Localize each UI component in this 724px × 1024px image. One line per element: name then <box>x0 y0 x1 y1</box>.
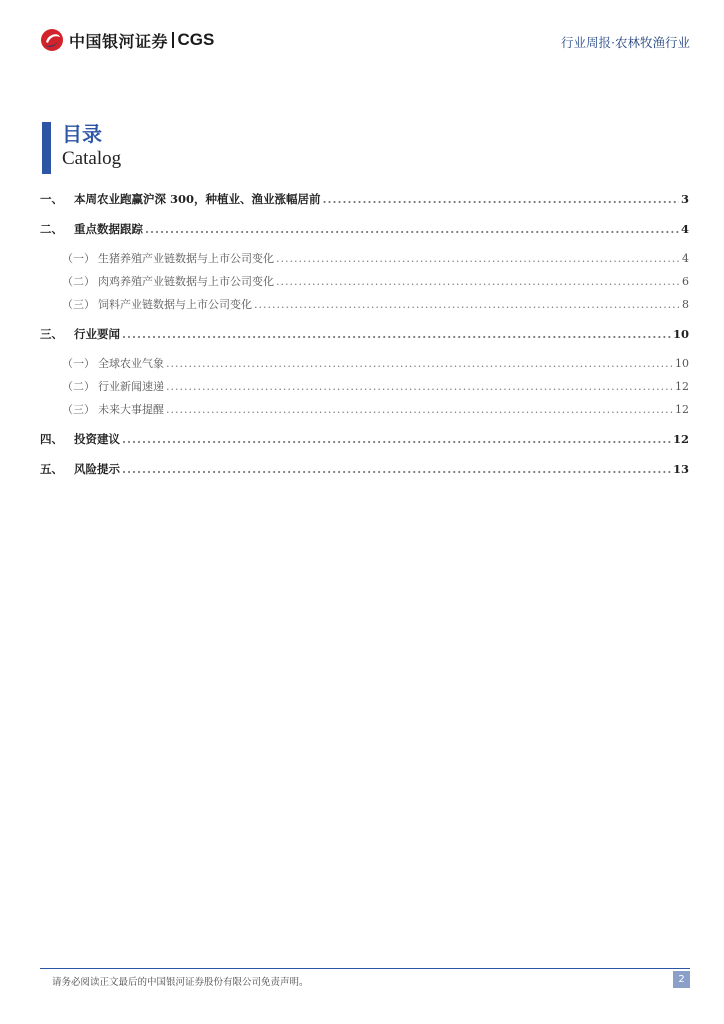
toc-subentry[interactable] <box>40 250 689 268</box>
toc-entry[interactable] <box>40 431 689 449</box>
toc-number: （三） <box>62 298 95 311</box>
toc-label: 本周农业跑赢沪深 300，种植业、渔业涨幅居前 <box>74 192 321 206</box>
heading-accent-bar <box>42 122 51 174</box>
toc-number: （二） <box>62 275 95 288</box>
toc-label: 重点数据跟踪 <box>74 222 143 236</box>
company-logo <box>40 28 214 52</box>
toc-subentry[interactable] <box>40 296 689 314</box>
brand-name-cn: 中国银河证券 <box>69 31 169 51</box>
toc-label: 未来大事提醒 <box>98 403 164 416</box>
toc-number: 三、 <box>40 327 63 341</box>
toc-subentry[interactable] <box>40 273 689 291</box>
toc-subentry[interactable] <box>40 401 689 419</box>
toc-label: 生猪养殖产业链数据与上市公司变化 <box>98 252 274 265</box>
toc-label: 全球农业气象 <box>98 357 164 370</box>
toc-number: （二） <box>62 380 95 393</box>
toc-leader <box>276 252 680 265</box>
toc-leader <box>145 222 679 236</box>
toc-leader <box>276 275 680 288</box>
catalog-title-cn: 目录 <box>62 122 102 146</box>
toc-label: 肉鸡养殖产业链数据与上市公司变化 <box>98 275 274 288</box>
toc-page: 12 <box>675 380 689 393</box>
toc-number: 一、 <box>40 192 63 206</box>
toc-page: 12 <box>672 432 689 446</box>
toc-page: 3 <box>680 192 689 206</box>
toc-subentry[interactable] <box>40 355 689 373</box>
toc-leader <box>323 192 679 206</box>
report-type-label: 行业周报· <box>561 35 615 50</box>
toc-entry[interactable] <box>40 191 689 209</box>
toc-leader <box>166 380 673 393</box>
toc-number: 五、 <box>40 462 63 476</box>
industry-label: 农林牧渔行业 <box>614 35 690 50</box>
footer-divider <box>40 968 690 969</box>
page-number-badge: 2 <box>673 971 690 988</box>
toc-label: 行业新闻速递 <box>98 380 164 393</box>
report-type <box>561 33 690 51</box>
toc-page: 12 <box>675 403 689 416</box>
toc-page: 6 <box>682 275 689 288</box>
galaxy-logo-icon <box>40 28 64 52</box>
toc-leader <box>122 432 671 446</box>
toc-leader <box>122 327 671 341</box>
toc-entry[interactable] <box>40 221 689 239</box>
toc-leader <box>122 462 671 476</box>
toc-leader <box>254 298 680 311</box>
toc-label: 饲料产业链数据与上市公司变化 <box>98 298 252 311</box>
toc-number: 二、 <box>40 222 63 236</box>
toc-subentry[interactable] <box>40 378 689 396</box>
toc-label: 行业要闻 <box>74 327 120 341</box>
brand-separator <box>172 32 174 48</box>
toc-number: 四、 <box>40 432 63 446</box>
toc-label: 风险提示 <box>74 462 120 476</box>
toc-page: 13 <box>672 462 689 476</box>
toc-page: 8 <box>682 298 689 311</box>
toc-leader <box>166 403 673 416</box>
toc-entry[interactable] <box>40 461 689 479</box>
toc-page: 4 <box>680 222 689 236</box>
page-header <box>40 28 690 56</box>
toc-page: 4 <box>682 252 689 265</box>
toc-label: 投资建议 <box>74 432 120 446</box>
toc-page: 10 <box>672 327 689 341</box>
catalog-title-en: Catalog <box>62 148 122 169</box>
toc-leader <box>166 357 673 370</box>
toc-number: （一） <box>62 357 95 370</box>
toc-number: （三） <box>62 403 95 416</box>
toc-entry[interactable] <box>40 326 689 344</box>
brand-name-en: CGS <box>177 30 215 49</box>
toc-page: 10 <box>675 357 689 370</box>
toc-number: （一） <box>62 252 95 265</box>
footer-disclaimer: 请务必阅读正文最后的中国银河证券股份有限公司免责声明。 <box>52 977 309 988</box>
